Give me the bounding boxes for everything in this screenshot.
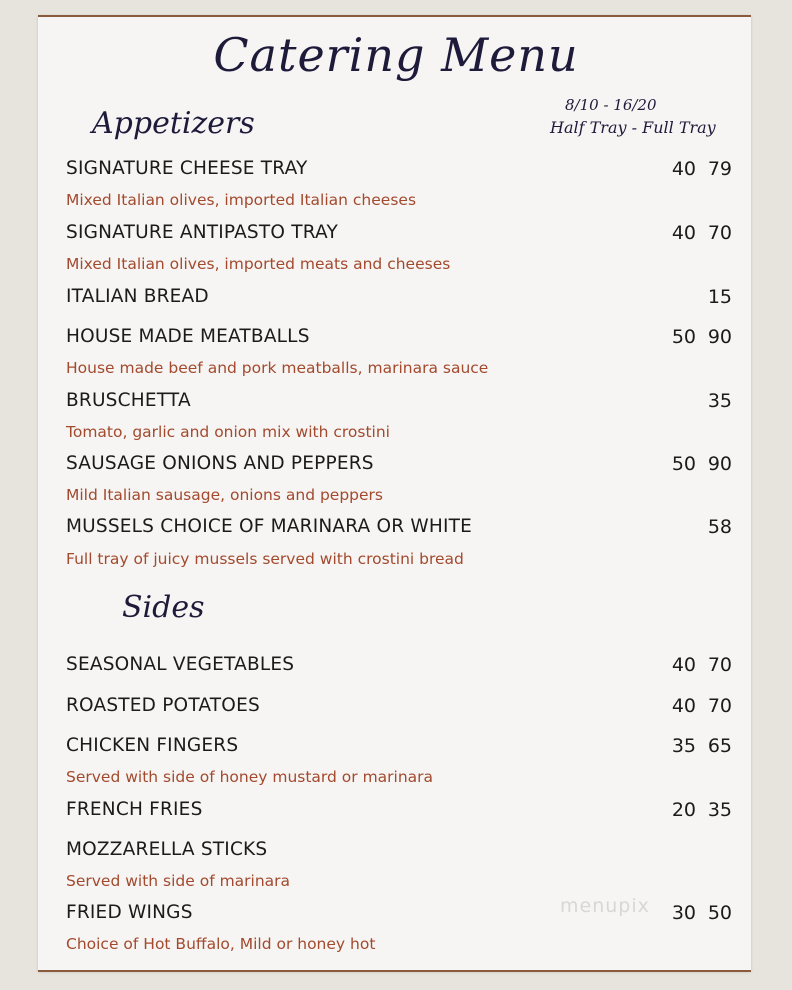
- menu-item: [66, 286, 732, 312]
- full-tray-price: 90: [707, 326, 732, 348]
- menu-item: [66, 654, 732, 680]
- full-tray-price: 50: [707, 902, 732, 924]
- item-description: Served with side of marinara: [66, 872, 291, 890]
- menu-title: Catering Menu: [213, 28, 579, 82]
- item-description: Mild Italian sausage, onions and peppers: [66, 486, 384, 504]
- item-name: CHICKEN FINGERS: [66, 735, 239, 756]
- menu-item: [66, 326, 732, 352]
- full-tray-price: 70: [707, 222, 732, 244]
- half-tray-price: 40: [671, 158, 696, 180]
- section-sides: Sides: [122, 590, 205, 625]
- menu-item: [66, 158, 732, 184]
- item-name: SIGNATURE ANTIPASTO TRAY: [66, 222, 338, 243]
- full-tray-price: 90: [707, 453, 732, 475]
- half-tray-price: 40: [671, 654, 696, 676]
- item-description: Mixed Italian olives, imported meats and cheeses: [66, 255, 451, 273]
- item-name: SEASONAL VEGETABLES: [66, 654, 295, 675]
- item-name: SIGNATURE CHEESE TRAY: [66, 158, 308, 179]
- full-tray-price: 58: [707, 516, 732, 538]
- half-tray-price: 40: [671, 222, 696, 244]
- section-appetizers: Appetizers: [92, 106, 255, 141]
- item-description: Mixed Italian olives, imported Italian cheeses: [66, 191, 417, 209]
- full-tray-price: 35: [707, 390, 732, 412]
- menu-item: [66, 839, 732, 865]
- menu-item: [66, 902, 732, 928]
- item-description: Served with side of honey mustard or marinara: [66, 768, 434, 786]
- half-tray-price: 35: [671, 735, 696, 757]
- half-tray-price: 40: [671, 695, 696, 717]
- watermark: menupix: [560, 895, 650, 917]
- full-tray-price: 65: [707, 735, 732, 757]
- item-name: ITALIAN BREAD: [66, 286, 209, 307]
- item-name: SAUSAGE ONIONS AND PEPPERS: [66, 453, 374, 474]
- item-name: MUSSELS CHOICE OF MARINARA OR WHITE: [66, 516, 473, 537]
- half-tray-price: 50: [671, 453, 696, 475]
- item-description: Choice of Hot Buffalo, Mild or honey hot: [66, 935, 376, 953]
- menu-item: [66, 453, 732, 479]
- item-description: House made beef and pork meatballs, marinara sauce: [66, 359, 489, 377]
- full-tray-price: 70: [707, 695, 732, 717]
- item-name: FRENCH FRIES: [66, 799, 203, 820]
- half-tray-price: 20: [671, 799, 696, 821]
- menu-item: [66, 695, 732, 721]
- item-name: ROASTED POTATOES: [66, 695, 260, 716]
- top-rule: [38, 15, 751, 17]
- tray-counts: 8/10 - 16/20: [565, 96, 657, 114]
- half-tray-price: 30: [671, 902, 696, 924]
- full-tray-price: 70: [707, 654, 732, 676]
- menu-item: [66, 390, 732, 416]
- full-tray-price: 35: [707, 799, 732, 821]
- item-name: FRIED WINGS: [66, 902, 193, 923]
- bottom-rule: [38, 970, 751, 972]
- item-name: BRUSCHETTA: [66, 390, 191, 411]
- item-name: MOZZARELLA STICKS: [66, 839, 268, 860]
- item-description: Full tray of juicy mussels served with crostini bread: [66, 550, 464, 568]
- menu-item: [66, 516, 732, 542]
- item-name: HOUSE MADE MEATBALLS: [66, 326, 310, 347]
- item-description: Tomato, garlic and onion mix with crostini: [66, 423, 390, 441]
- tray-labels: Half Tray - Full Tray: [550, 118, 716, 137]
- full-tray-price: 15: [707, 286, 732, 308]
- menu-item: [66, 799, 732, 825]
- menu-item: [66, 735, 732, 761]
- menu-item: [66, 222, 732, 248]
- half-tray-price: 50: [671, 326, 696, 348]
- full-tray-price: 79: [707, 158, 732, 180]
